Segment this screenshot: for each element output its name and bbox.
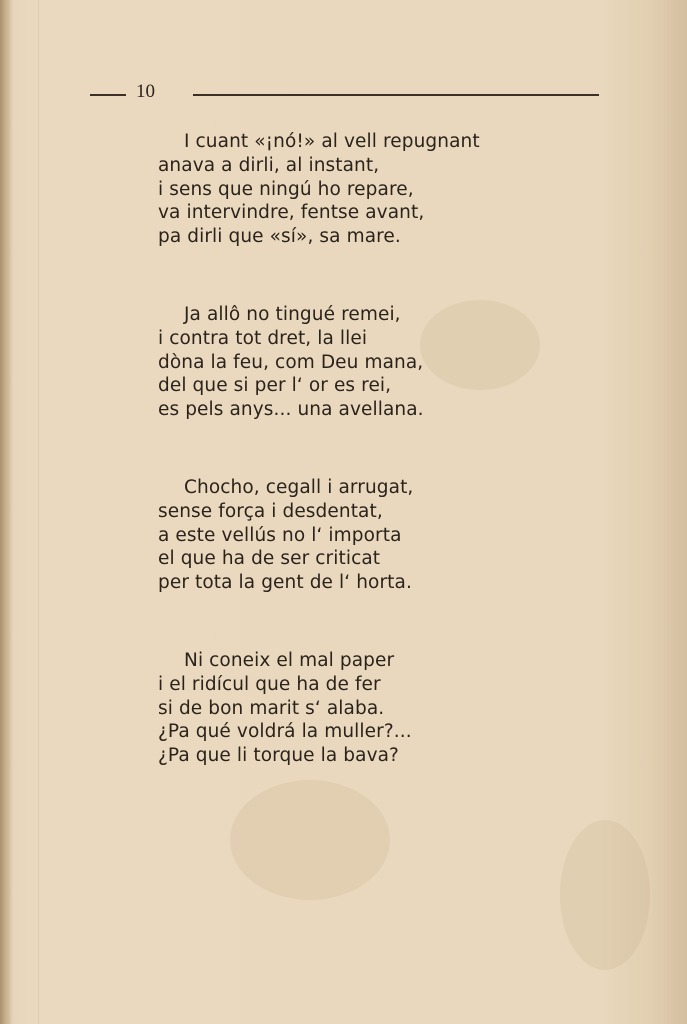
verse-line: es pels anys... una avellana. — [158, 399, 424, 421]
stanza — [158, 130, 598, 249]
page-fold-line — [38, 0, 39, 1024]
page-binding-edge — [0, 0, 12, 1024]
verse-line: i contra tot dret, la llei — [158, 327, 368, 349]
verse-line: dòna la feu, com Deu mana, — [158, 351, 424, 373]
header-rule-left — [90, 94, 126, 96]
verse-line: si de bon marit s‘ alaba. — [158, 697, 385, 719]
verse-line: pa dirli que «sí», sa mare. — [158, 226, 401, 248]
verse-line: el que ha de ser criticat — [158, 548, 381, 570]
paper-stain — [560, 820, 650, 970]
poem-text — [158, 130, 598, 822]
verse-line: va intervindre, fentse avant, — [158, 202, 425, 224]
verse-line: Ni coneix el mal paper — [184, 649, 395, 671]
verse-line: i sens que ningú ho repare, — [158, 178, 414, 200]
verse-line: Ja allô no tingué remei, — [184, 303, 401, 325]
verse-line: a este vellús no l‘ importa — [158, 524, 402, 546]
verse-line: i el ridícul que ha de fer — [158, 673, 381, 695]
verse-line: ¿Pa qué voldrá la muller?... — [158, 721, 412, 743]
page-number: 10 — [136, 81, 155, 102]
verse-line: I cuant «¡nó!» al vell repugnant — [184, 131, 480, 152]
verse-line: ¿Pa que li torque la bava? — [158, 745, 399, 767]
verse-line: sense força i desdentat, — [158, 500, 383, 522]
verse-line: anava a dirli, al instant, — [158, 154, 380, 176]
header-rule-right — [193, 94, 599, 96]
stanza — [158, 649, 598, 768]
verse-line: del que si per l‘ or es rei, — [158, 375, 392, 397]
stanza — [158, 303, 598, 422]
stanza — [158, 476, 598, 595]
verse-line: Chocho, cegall i arrugat, — [184, 476, 414, 498]
verse-line: per tota la gent de l‘ horta. — [158, 572, 412, 594]
